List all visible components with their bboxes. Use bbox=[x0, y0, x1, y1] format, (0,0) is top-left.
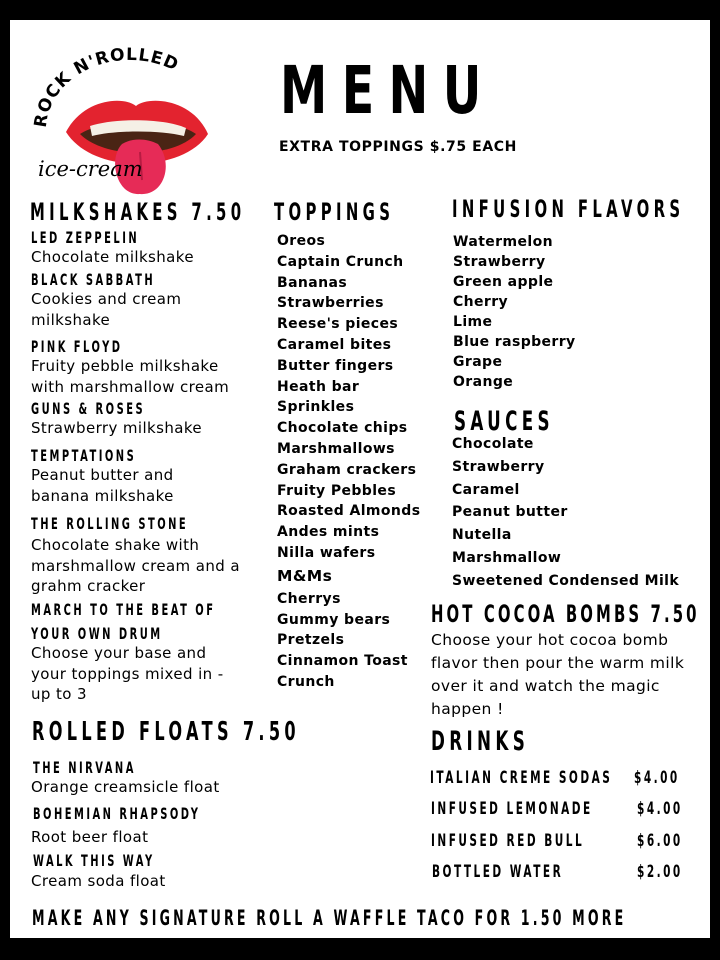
list-item: Reese's pieces bbox=[277, 316, 399, 333]
list-item: Grape bbox=[453, 354, 503, 370]
list-item: Strawberry bbox=[453, 254, 546, 270]
item-name: MARCH TO THE BEAT OF bbox=[31, 600, 216, 619]
item-name: TEMPTATIONS bbox=[31, 446, 137, 465]
menu-item bbox=[33, 758, 199, 777]
drinks-heading: DRINKS bbox=[431, 726, 530, 757]
list-item: Orange bbox=[453, 374, 514, 390]
item-desc: Fruity pebble milkshake with marshmallow cream bbox=[31, 357, 230, 396]
list-item: Caramel bites bbox=[277, 336, 392, 353]
list-item: Caramel bbox=[452, 481, 520, 498]
list-item: Graham crackers bbox=[277, 461, 417, 478]
item-name: PINK FLOYD bbox=[31, 337, 123, 356]
list-item: Crunch bbox=[277, 673, 335, 690]
menu-item bbox=[31, 399, 215, 418]
item-name: GUNS & ROSES bbox=[31, 399, 146, 418]
item-desc: Cookies and cream milkshake bbox=[31, 290, 182, 329]
footer-note: MAKE ANY SIGNATURE ROLL A WAFFLE TACO FOR 1.50 MORE bbox=[32, 906, 627, 930]
list-item: Nutella bbox=[452, 527, 512, 544]
list-item: Marshmallow bbox=[452, 549, 562, 566]
list-item: Strawberries bbox=[277, 295, 384, 312]
cocoa-heading: HOT COCOA BOMBS 7.50 bbox=[431, 600, 700, 628]
drink-name: BOTTLED WATER bbox=[432, 862, 564, 882]
list-item: M&Ms bbox=[277, 566, 333, 585]
list-item: Peanut butter bbox=[452, 504, 568, 521]
item-name: YOUR OWN DRUM bbox=[31, 624, 163, 643]
logo-script-text: ice-cream bbox=[38, 157, 143, 181]
sauces-list bbox=[452, 433, 679, 593]
drink-price: $4.00 bbox=[637, 799, 683, 819]
drink-name: INFUSED LEMONADE bbox=[431, 799, 593, 819]
drink-name: ITALIAN CREME SODAS bbox=[430, 768, 613, 788]
page-title: MENU bbox=[280, 52, 496, 129]
list-item: Roasted Almonds bbox=[277, 503, 421, 520]
lips-logo-icon bbox=[24, 40, 234, 200]
list-item: Pretzels bbox=[277, 632, 345, 649]
list-item: Oreos bbox=[277, 233, 326, 249]
list-item: Bananas bbox=[277, 274, 348, 291]
menu-item bbox=[31, 270, 231, 289]
drink-price: $4.00 bbox=[634, 768, 680, 788]
list-item: Nilla wafers bbox=[277, 544, 376, 561]
list-item: Captain Crunch bbox=[277, 253, 404, 270]
list-item: Watermelon bbox=[453, 234, 553, 250]
item-desc: Chocolate milkshake bbox=[31, 248, 194, 266]
drink-row bbox=[432, 862, 644, 882]
sauces-heading: SAUCES bbox=[454, 406, 554, 437]
list-item: Cherrys bbox=[277, 590, 341, 607]
list-item: Chocolate chips bbox=[277, 420, 408, 437]
list-item: Sweetened Condensed Milk bbox=[452, 572, 680, 589]
menu-item bbox=[31, 337, 179, 356]
list-item: Cherry bbox=[453, 294, 509, 310]
item-name: THE NIRVANA bbox=[33, 758, 136, 777]
brand-logo bbox=[24, 40, 234, 200]
list-item: Sprinkles bbox=[277, 399, 355, 416]
floats-heading: ROLLED FLOATS 7.50 bbox=[32, 717, 300, 747]
drink-name: INFUSED RED BULL bbox=[431, 831, 585, 851]
item-desc: Chocolate shake with marshmallow cream and a grahm cracker bbox=[31, 536, 240, 595]
list-item: Chocolate bbox=[452, 436, 534, 452]
item-desc: Root beer float bbox=[31, 828, 149, 846]
menu-item bbox=[31, 228, 205, 247]
item-desc: Cream soda float bbox=[31, 872, 166, 890]
toppings-list bbox=[277, 231, 420, 693]
cocoa-desc: Choose your hot cocoa bomb flavor then pour the warm milk over it and watch the magic happen ! bbox=[431, 631, 685, 718]
drink-price: $6.00 bbox=[637, 831, 683, 851]
extra-toppings-note: EXTRA TOPPINGS $.75 EACH bbox=[279, 139, 517, 155]
menu-sheet bbox=[10, 20, 710, 938]
infusion-heading: INFUSION FLAVORS bbox=[452, 195, 685, 223]
list-item: Heath bar bbox=[277, 378, 360, 395]
list-item: Marshmallows bbox=[277, 440, 395, 457]
item-desc: Orange creamsicle float bbox=[31, 778, 220, 796]
item-desc: Choose your base and your toppings mixed in -up to 3 bbox=[31, 644, 224, 703]
item-name: LED ZEPPELIN bbox=[31, 228, 140, 247]
list-item: Strawberry bbox=[452, 458, 545, 475]
menu-item-line2 bbox=[31, 624, 243, 643]
item-desc: Strawberry milkshake bbox=[31, 419, 203, 437]
item-name: BOHEMIAN RHAPSODY bbox=[33, 804, 201, 823]
item-name: BLACK SABBATH bbox=[31, 270, 156, 289]
list-item: Butter fingers bbox=[277, 357, 394, 374]
item-name: THE ROLLING STONE bbox=[31, 514, 189, 533]
item-name: WALK THIS WAY bbox=[33, 851, 155, 870]
logo-brand-text: ROCK N'ROLLED bbox=[30, 44, 182, 129]
toppings-heading: TOPPINGS bbox=[274, 198, 395, 226]
list-item: Blue raspberry bbox=[453, 334, 576, 350]
list-item: Lime bbox=[453, 314, 493, 330]
list-item: Gummy bears bbox=[277, 611, 391, 628]
list-item: Andes mints bbox=[277, 524, 380, 541]
drink-price: $2.00 bbox=[637, 862, 683, 882]
menu-item bbox=[33, 851, 229, 870]
milkshakes-heading: MILKSHAKES 7.50 bbox=[30, 198, 246, 226]
item-desc: Peanut butter and banana milkshake bbox=[31, 466, 174, 505]
list-item: Cinnamon Toast bbox=[277, 653, 408, 670]
menu-item bbox=[31, 446, 201, 465]
menu-item bbox=[33, 804, 303, 823]
list-item: Fruity Pebbles bbox=[277, 482, 397, 499]
menu-item bbox=[31, 514, 285, 533]
list-item: Green apple bbox=[453, 274, 554, 290]
infusion-list bbox=[453, 232, 576, 392]
